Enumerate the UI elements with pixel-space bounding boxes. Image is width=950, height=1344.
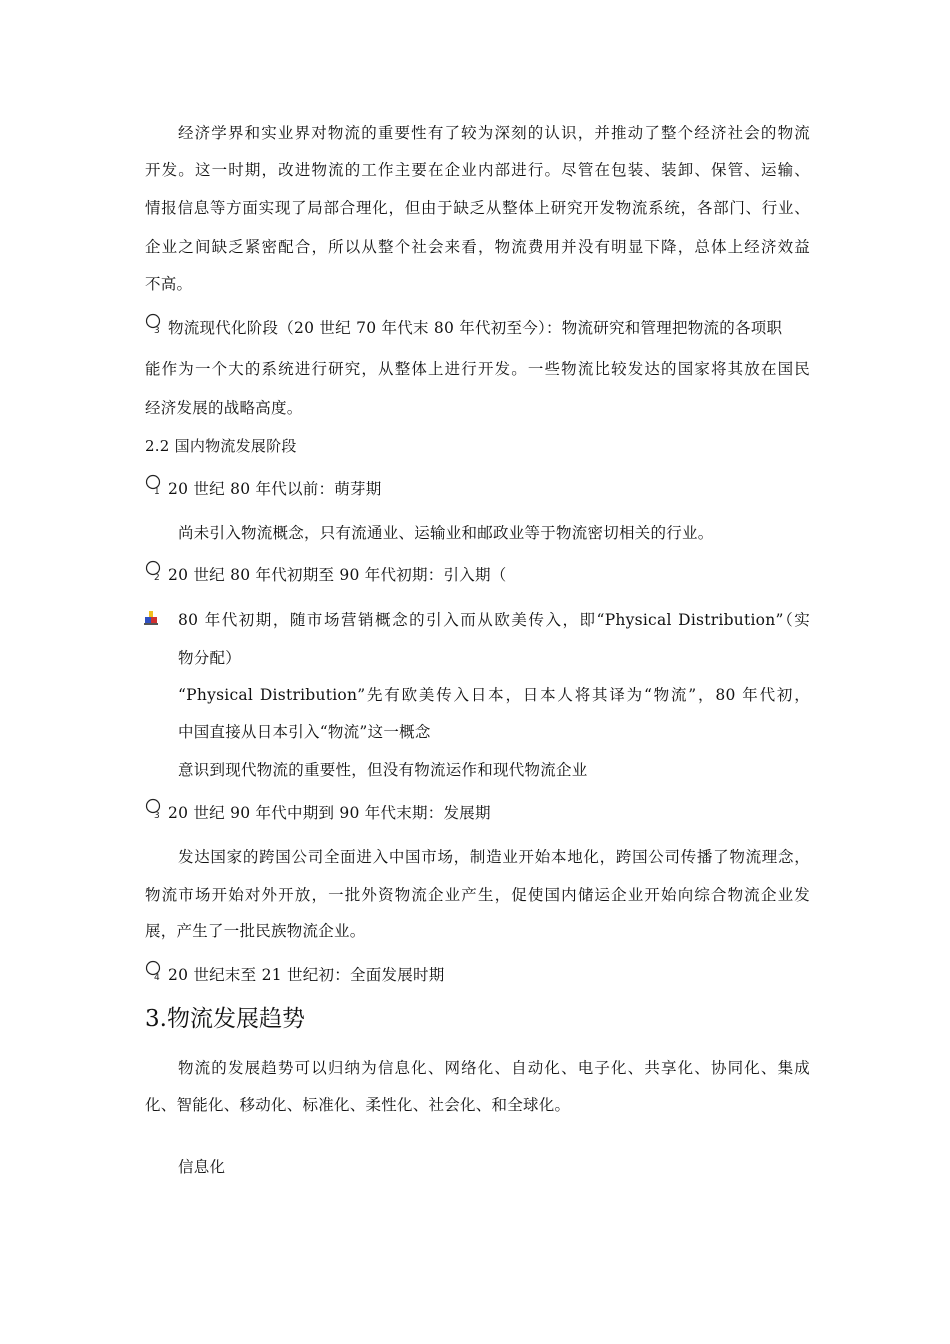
subheading-informatization: 信息化	[178, 1158, 226, 1176]
section-heading-2-2: 2.2 国内物流发展阶段	[145, 437, 297, 455]
svg-text:2: 2	[154, 573, 160, 582]
svg-text:1: 1	[154, 487, 160, 496]
item2-sub-line: 中国直接从日本引入“物流”这一概念	[178, 723, 431, 741]
paragraph-line: 情报信息等方面实现了局部合理化，但由于缺乏从整体上研究开发物流系统，各部门、行业、	[145, 199, 810, 217]
numbered-bulb-icon	[144, 560, 166, 582]
section3-line: 化、智能化、移动化、标准化、柔性化、社会化、和全球化。	[145, 1096, 571, 1114]
section3-line: 物流的发展趋势可以归纳为信息化、网络化、自动化、电子化、共享化、协同化、集成	[178, 1059, 810, 1077]
item2-sub-line: “Physical Distribution”先有欧美传入日本，日本人将其译为“物流”，80 年代初，	[178, 686, 810, 704]
section-heading-3: 3.物流发展趋势	[145, 1006, 305, 1032]
item1-body: 尚未引入物流概念，只有流通业、运输业和邮政业等于物流密切相关的行业。	[178, 524, 714, 542]
item2-title: 20 世纪 80 年代初期至 90 年代初期：引入期（	[168, 566, 507, 584]
stage3-line: 物流现代化阶段（20 世纪 70 年代末 80 年代初至今）：物流研究和管理把物流的各项职	[168, 319, 783, 337]
item3-line: 物流市场开始对外开放，一批外资物流企业产生，促使国内储运企业开始向综合物流企业发	[145, 886, 810, 904]
numbered-bulb-icon	[144, 313, 166, 335]
numbered-bulb-icon	[144, 798, 166, 820]
numbered-bulb-icon	[144, 960, 166, 982]
item2-sub-line: 意识到现代物流的重要性，但没有物流运作和现代物流企业	[178, 761, 588, 779]
stage3-line: 能作为一个大的系统进行研究，从整体上进行开发。一些物流比较发达的国家将其放在国民	[145, 360, 810, 378]
item3-line: 展，产生了一批民族物流企业。	[145, 922, 366, 940]
item1-title: 20 世纪 80 年代以前：萌芽期	[168, 480, 382, 498]
svg-text:3: 3	[154, 326, 160, 335]
paragraph-line: 不高。	[145, 275, 193, 293]
stage3-line: 经济发展的战略高度。	[145, 399, 303, 417]
numbered-bulb-icon	[144, 474, 166, 496]
paragraph-line: 企业之间缺乏紧密配合，所以从整个社会来看，物流费用并没有明显下降，总体上经济效益	[145, 238, 810, 256]
item4-title: 20 世纪末至 21 世纪初：全面发展时期	[168, 966, 445, 984]
item2-sub-line: 80 年代初期，随市场营销概念的引入而从欧美传入，即“Physical Distribution”（实	[178, 611, 810, 629]
paragraph-line: 经济学界和实业界对物流的重要性有了较为深刻的认识，并推动了整个经济社会的物流	[178, 124, 810, 142]
flag-bullet-icon	[143, 610, 159, 626]
svg-text:4: 4	[154, 973, 160, 982]
paragraph-line: 开发。这一时期，改进物流的工作主要在企业内部进行。尽管在包装、装卸、保管、运输、	[145, 161, 810, 179]
item2-sub-line: 物分配）	[178, 649, 242, 667]
item3-title: 20 世纪 90 年代中期到 90 年代末期：发展期	[168, 804, 491, 822]
svg-text:3: 3	[154, 811, 160, 820]
item3-line: 发达国家的跨国公司全面进入中国市场，制造业开始本地化，跨国公司传播了物流理念，	[178, 848, 810, 866]
